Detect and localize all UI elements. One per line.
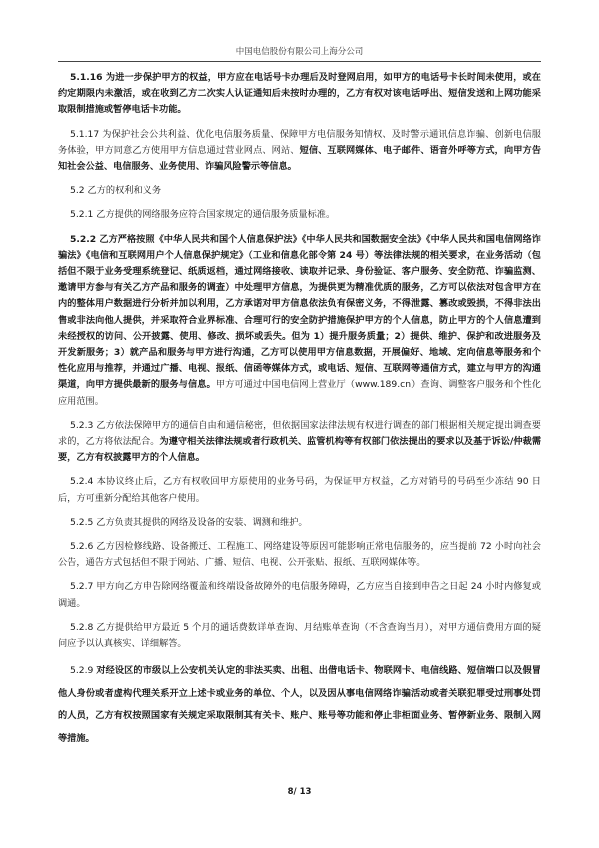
clause-text: 短信、互联网媒体、电子邮件、语音外呼等方式，向甲方告知社会公益、电信服务、业务使用、诈骗风险警示等信息。 xyxy=(58,144,542,173)
clause-5-2-5 xyxy=(58,515,541,531)
clause-5-2-3 xyxy=(58,418,541,467)
clause-5-2-1 xyxy=(58,207,541,223)
clause-text: 5.2.1 乙方提供的网络服务应符合国家规定的通信服务质量标准。 xyxy=(70,209,336,221)
clause-5-2-6 xyxy=(58,539,541,571)
document-header: 中国电信股份有限公司上海分公司 xyxy=(58,45,541,62)
clause-5-2 xyxy=(58,183,541,199)
page-number: 8/ 13 xyxy=(287,787,312,797)
clause-5-2-9 xyxy=(58,660,541,750)
clause-5-1-17 xyxy=(58,127,541,176)
clause-text: 5.2.2 乙方严格按照《中华人民共和国个人信息保护法》《中华人民共和国数据安全法》《中华人民共和国电信网络诈骗法》《电信和互联网用户个人信息保护规定》（工业和信息化部令第 24 号）等法律法规的相关要求，在业务活动（包括但不限于业务受理系统登记、纸质返档，通过网络接收、读取并记录、身份验证、客户服务、安全防范、诈骗监测、邀请甲方参与有关乙方产品和服务的调查）中处理甲方信息，为提供更为精准优质的服务，乙方可以依法对包含甲方在内的整体用户数据进行分析并加以利用，乙方承诺对甲方信息依法负有保密义务，不得泄露、篡改或毁损，不得非法出售或非法向他人提供，并采取符合业界标准、合理可行的安全防护措施保护甲方的个人信息，防止甲方的个人信息遭到未经授权的访问、公开披露、使用、修改、损坏或丢失。但为 1）提升服务质量；2）提供、维护、保护和改进服务及开发新服务；3）就产品和服务与甲方进行沟通，乙方可以使用甲方信息数据，开展偏好、地域、定向信息等服务和个性化应用与推荐，并通过广播、电视、报纸、信函等媒体方式，或电话、短信、互联网等通信方式，建立与甲方的沟通渠道，向甲方提供最新的服务与信息。 xyxy=(58,233,541,391)
clause-text: 甲方可通过中国电信网上营业厅（www.189.cn）查询、调整客户服务和个性化应用范围。 xyxy=(58,379,542,407)
clause-text: 5.2.8 乙方提供给甲方最近 5 个月的通话费数详单查询、月结账单查询（不含查询当月），对甲方通信费用方面的疑问应予以认真核实、详细解答。 xyxy=(58,621,541,650)
clause-text: 5.2.9 xyxy=(70,665,97,677)
clause-5-2-8 xyxy=(58,620,541,652)
clause-text: 5.1.17 为保护社会公共利益、优化电信服务质量、保障甲方电信服务知情权、及时警示通讯信息诈骗、创新电信服务体验，甲方同意乙方使用甲方信息通过营业网点、网站、 xyxy=(58,128,541,156)
clause-text: 5.2.3 乙方依法保障甲方的通信自由和通信秘密，但依据国家法律法规有权进行调查的部门根据相关规定提出调查要求的，乙方将依法配合。 xyxy=(58,419,541,448)
clause-text: 5.2 乙方的权利和义务 xyxy=(70,185,162,197)
clause-5-2-2 xyxy=(58,232,541,410)
clause-5-2-7 xyxy=(58,579,541,611)
clause-text: 为遵守相关法律法规或者行政机关、监管机构等有权部门依法提出的要求以及基于诉讼/仲裁需要，乙方有权披露甲方的个人信息。 xyxy=(58,436,542,464)
clause-text: 5.2.6 乙方因检修线路、设备搬迁、工程施工、网络建设等原因可能影响正常电信服务的，应当提前 72 小时向社会公告，通告方式包括但不限于网站、广播、短信、电视、公开张贴、报纸、互联网媒体等。 xyxy=(58,541,541,569)
document-body xyxy=(58,70,541,758)
clause-text: 5.2.4 本协议终止后，乙方有权收回甲方原使用的业务号码，为保证甲方权益，乙方对销号的号码至少冻结 90 日后，方可重新分配给其他客户使用。 xyxy=(58,476,541,504)
clause-5-2-4 xyxy=(58,474,541,506)
clause-text: 5.2.5 乙方负责其提供的网络及设备的安装、调测和维护。 xyxy=(70,516,308,528)
clause-text: 5.2.7 甲方向乙方申告除网络覆盖和终端设备故障外的电信服务障碍，乙方应当自接到申告之日起 24 小时内修复或调通。 xyxy=(58,581,541,609)
clause-5-1-16 xyxy=(58,70,541,119)
clause-text: 对经设区的市级以上公安机关认定的非法买卖、出租、出借电话卡、物联网卡、电信线路、短信端口以及假冒他人身份或者虚构代理关系开立上述卡或业务的单位、个人，以及因从事电信网络诈骗活动或者关联犯罪受过刑事处罚的人员，乙方有权按照国家有关规定采取限制其有关卡、账户、账号等功能和停止非柜面业务、暂停新业务、限制入网等措施。 xyxy=(58,665,541,744)
clause-text: 5.1.16 为进一步保护甲方的权益，甲方应在电话号卡办理后及时登网启用，如甲方的电话号卡长时间未使用，或在约定期限内未激活，或在收到乙方二次实人认证通知后未按时办理的，乙方有权对该电话呼出、短信发送和上网功能采取限制措施或暂停电话卡功能。 xyxy=(58,72,541,116)
